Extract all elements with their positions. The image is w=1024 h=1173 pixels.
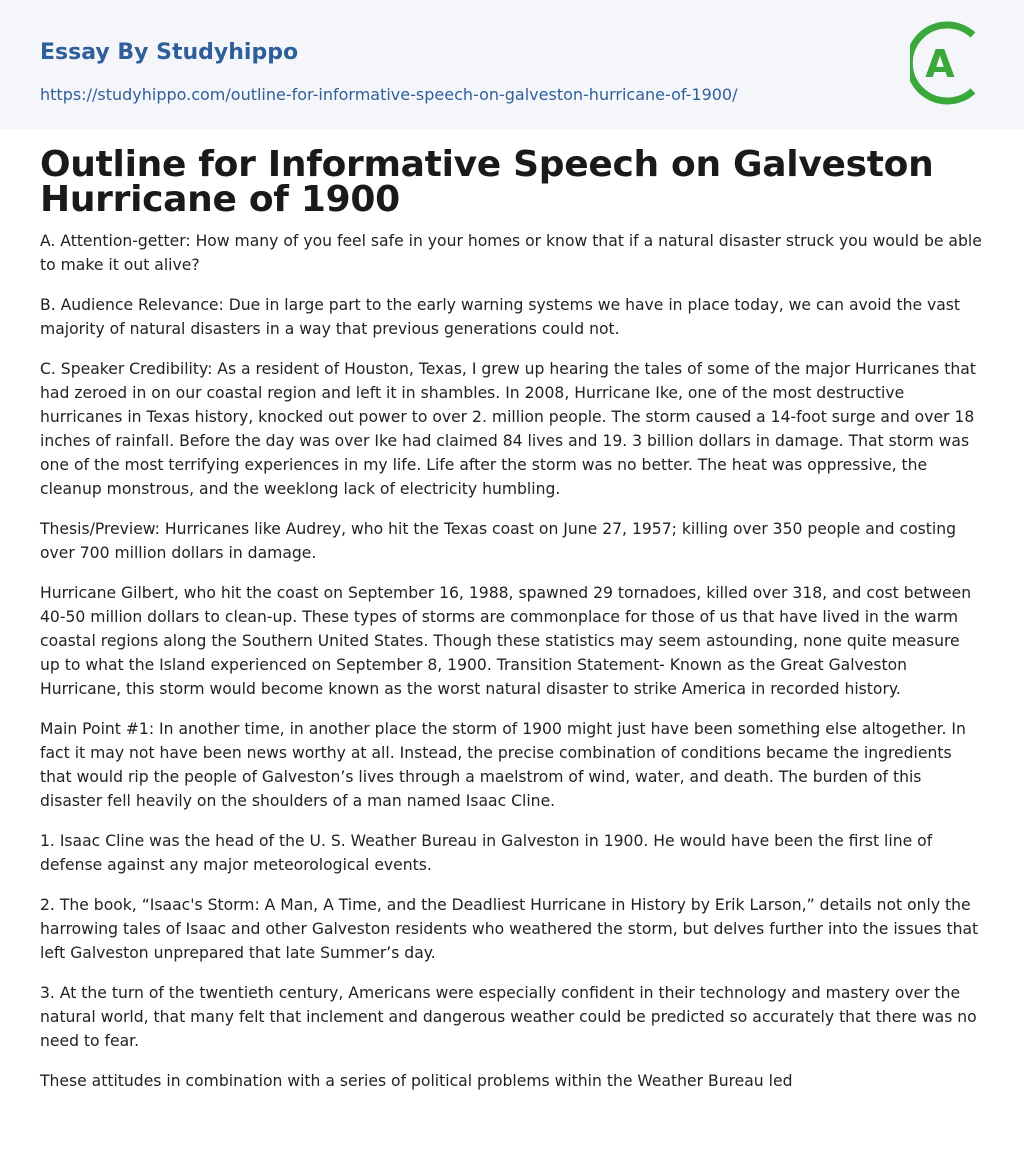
- paragraph-main-point-1: Main Point #1: In another time, in another place the storm of 1900 might just have been something else altogether. In fact it may not have been news worthy at all. Instead, the precise combination of conditions became the ingredients that would rip the people of Galveston’s lives through a maelstrom of wind, water, and death. The burden of this disaster fell heavily on the shoulders of a man named Isaac Cline.: [40, 720, 966, 810]
- article: [0, 129, 1024, 1093]
- studyhippo-logo-icon[interactable]: [910, 18, 990, 108]
- site-header: [0, 0, 1024, 129]
- paragraph-attention-getter: A. Attention-getter: How many of you feel safe in your homes or know that if a natural disaster struck you would be able to make it out alive?: [40, 232, 982, 274]
- paragraph-point-1: 1. Isaac Cline was the head of the U. S. Weather Bureau in Galveston in 1900. He would have been the first line of defense against any major meteorological events.: [40, 832, 933, 874]
- article-title: Outline for Informative Speech on Galveston Hurricane of 1900: [40, 144, 934, 220]
- paragraph-point-2: 2. The book, “Isaac's Storm: A Man, A Time, and the Deadliest Hurricane in History by Erik Larson,” details not only the harrowing tales of Isaac and other Galveston residents who weathered the storm, but delves further into the issues that left Galveston unprepared that late Summer’s day.: [40, 896, 979, 962]
- paragraph-audience-relevance: B. Audience Relevance: Due in large part to the early warning systems we have in place today, we can avoid the vast majority of natural disasters in a way that previous generations could not.: [40, 296, 961, 338]
- logo-letter: A: [925, 42, 955, 86]
- page-url[interactable]: https://studyhippo.com/outline-for-informative-speech-on-galveston-hurricane-of-1900/: [40, 85, 738, 104]
- paragraph-attitudes: These attitudes in combination with a series of political problems within the Weather Bureau led: [40, 1072, 793, 1090]
- paragraph-point-3: 3. At the turn of the twentieth century, Americans were especially confident in their technology and mastery over the natural world, that many felt that inclement and dangerous weather could be predicted so accurately that there was no need to fear.: [40, 984, 977, 1050]
- paragraph-thesis-preview: Thesis/Preview: Hurricanes like Audrey, who hit the Texas coast on June 27, 1957; killing over 350 people and costing over 700 million dollars in damage.: [40, 520, 956, 562]
- paragraph-hurricane-gilbert: Hurricane Gilbert, who hit the coast on September 16, 1988, spawned 29 tornadoes, killed over 318, and cost between 40-50 million dollars to clean-up. These types of storms are commonplace for those of us that have lived in the warm coastal regions along the Southern United States. Though these statistics may seem astounding, none quite measure up to what the Island experienced on September 8, 1900. Transition Statement- Known as the Great Galveston Hurricane, this storm would become known as the worst natural disaster to strike America in recorded history.: [40, 584, 972, 698]
- paragraph-speaker-credibility: C. Speaker Credibility: As a resident of Houston, Texas, I grew up hearing the tales of some of the major Hurricanes that had zeroed in on our coastal region and left it in shambles. In 2008, Hurricane Ike, one of the most destructive hurricanes in Texas history, knocked out power to over 2. million people. The storm caused a 14-foot surge and over 18 inches of rainfall. Before the day was over Ike had claimed 84 lives and 19. 3 billion dollars in damage. That storm was one of the most terrifying experiences in my life. Life after the storm was no better. The heat was oppressive, the cleanup monstrous, and the weeklong lack of electricity humbling.: [40, 360, 976, 498]
- site-brand[interactable]: Essay By Studyhippo: [40, 40, 299, 65]
